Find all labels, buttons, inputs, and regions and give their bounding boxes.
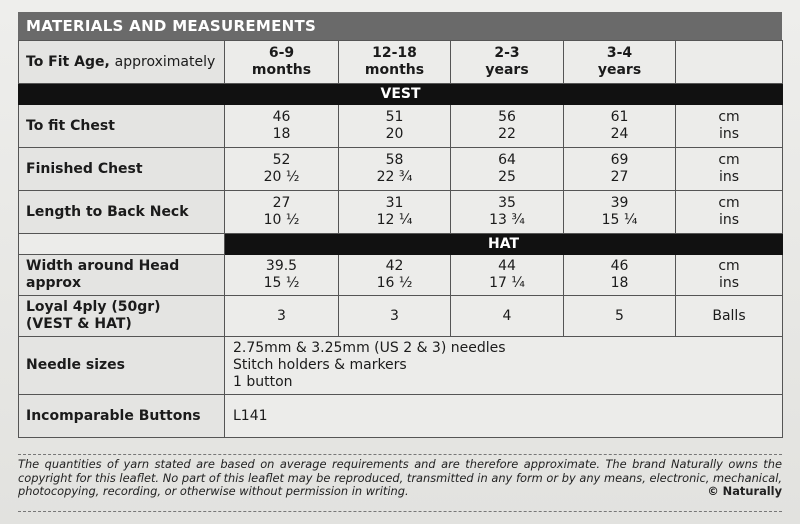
value-cm: 64 <box>498 152 516 168</box>
value-ins: 25 <box>498 169 516 185</box>
age-col-1 <box>225 41 339 84</box>
unit-cm: cm <box>718 195 740 211</box>
value-cm: 27 <box>272 195 291 211</box>
value-cell <box>339 191 451 234</box>
value-cell: 5 <box>564 296 676 337</box>
table-row <box>19 105 783 148</box>
age-range: 6-9 <box>268 45 295 61</box>
unit-ins: ins <box>718 169 740 185</box>
unit-cell <box>676 255 783 296</box>
measurements-table <box>18 40 783 438</box>
copyright-footnote <box>18 458 782 499</box>
value-cell <box>564 191 676 234</box>
age-label-normal: approximately <box>114 53 216 70</box>
unit-cm: cm <box>718 109 740 125</box>
row-label-line: (VEST & HAT) <box>26 316 132 332</box>
age-col-empty <box>676 41 783 84</box>
unit-cm: cm <box>718 258 740 274</box>
value-cm: 42 <box>385 258 404 274</box>
value-cell <box>339 105 451 148</box>
vest-band: VEST <box>19 84 783 105</box>
value-ins: 22 <box>498 126 516 142</box>
value-cell <box>451 105 564 148</box>
value-cell <box>339 255 451 296</box>
needle-line: Stitch holders & markers <box>233 357 407 373</box>
row-label: Needle sizes <box>19 337 225 395</box>
needle-line: 1 button <box>233 374 293 390</box>
value-cell <box>225 148 339 191</box>
value-cm: 44 <box>498 258 516 274</box>
unit-cm: cm <box>718 152 740 168</box>
age-label-bold: To Fit Age, <box>26 53 110 70</box>
divider-top <box>18 454 782 455</box>
value-cell <box>225 105 339 148</box>
unit-cell <box>676 191 783 234</box>
buttons-value: L141 <box>225 395 783 438</box>
unit-cell: Balls <box>676 296 783 337</box>
value-ins: 20 ½ <box>263 169 300 185</box>
value-ins: 17 ¼ <box>489 275 525 291</box>
table-row <box>19 296 783 337</box>
value-cm: 31 <box>385 195 404 211</box>
section-title: MATERIALS AND MEASUREMENTS <box>18 12 782 40</box>
value-cm: 69 <box>610 152 629 168</box>
value-cell <box>451 255 564 296</box>
value-ins: 24 <box>610 126 629 142</box>
value-cell <box>225 255 339 296</box>
value-ins: 18 <box>272 126 291 142</box>
age-label <box>19 41 225 84</box>
value-cm: 61 <box>610 109 629 125</box>
age-col-4 <box>564 41 676 84</box>
unit-ins: ins <box>718 126 740 142</box>
value-ins: 15 ¼ <box>601 212 638 228</box>
row-label: Length to Back Neck <box>19 191 225 234</box>
row-label: Finished Chest <box>19 148 225 191</box>
hat-band-spacer <box>19 234 225 255</box>
needle-details <box>225 337 783 395</box>
hat-band-row <box>19 234 783 255</box>
value-cell <box>564 148 676 191</box>
row-label-line: Loyal 4ply (50gr) <box>26 299 161 315</box>
age-col-2 <box>339 41 451 84</box>
row-label <box>19 255 225 296</box>
table-row <box>19 191 783 234</box>
row-label-line: approx <box>26 275 82 291</box>
hat-band: HAT <box>225 234 783 255</box>
table-row <box>19 337 783 395</box>
unit-ins: ins <box>718 275 740 291</box>
value-cm: 46 <box>610 258 629 274</box>
age-unit: years <box>485 62 529 78</box>
value-cell <box>451 148 564 191</box>
value-cm: 35 <box>498 195 516 211</box>
age-range: 3-4 <box>606 45 633 61</box>
row-label <box>19 296 225 337</box>
value-cm: 46 <box>272 109 291 125</box>
value-cell: 3 <box>339 296 451 337</box>
value-cm: 56 <box>498 109 516 125</box>
value-cell <box>339 148 451 191</box>
value-ins: 10 ½ <box>263 212 300 228</box>
age-range: 12-18 <box>372 45 417 61</box>
age-unit: years <box>597 62 642 78</box>
value-cm: 39 <box>610 195 629 211</box>
age-unit: months <box>364 62 425 78</box>
footnote-text: The quantities of yarn stated are based on average requirements and are therefore approximate. The brand Naturally owns the copyright for this leaflet. No part of this leaflet may be reproduced, transmitted in any form or by any means, electronic, mechanical, photocopying, recording, or otherwise without permission in writing. <box>18 457 782 499</box>
row-label-line: Width around Head <box>26 258 180 274</box>
needle-line: 2.75mm & 3.25mm (US 2 & 3) needles <box>233 340 506 356</box>
unit-ins: ins <box>718 212 740 228</box>
unit-cell <box>676 148 783 191</box>
value-ins: 12 ¼ <box>376 212 413 228</box>
value-cell <box>564 105 676 148</box>
row-label: To fit Chest <box>19 105 225 148</box>
age-range: 2-3 <box>494 45 520 61</box>
value-cell <box>564 255 676 296</box>
value-cm: 39.5 <box>265 258 298 274</box>
value-cm: 52 <box>272 152 291 168</box>
table-row <box>19 255 783 296</box>
value-ins: 18 <box>610 275 629 291</box>
value-ins: 15 ½ <box>263 275 300 291</box>
age-row <box>19 41 783 84</box>
table-row <box>19 148 783 191</box>
value-cm: 51 <box>385 109 404 125</box>
value-cell <box>451 191 564 234</box>
value-ins: 16 ½ <box>376 275 413 291</box>
value-ins: 13 ¾ <box>489 212 525 228</box>
divider-bottom <box>18 511 782 512</box>
value-ins: 20 <box>385 126 404 142</box>
value-cm: 58 <box>385 152 404 168</box>
age-unit: months <box>251 62 312 78</box>
table-row <box>19 395 783 438</box>
age-col-3 <box>451 41 564 84</box>
vest-band-row <box>19 84 783 105</box>
value-cell <box>225 191 339 234</box>
row-label: Incomparable Buttons <box>19 395 225 438</box>
value-cell: 3 <box>225 296 339 337</box>
copyright-mark: © Naturally <box>707 484 782 499</box>
value-ins: 22 ¾ <box>376 169 413 185</box>
value-ins: 27 <box>610 169 629 185</box>
value-cell: 4 <box>451 296 564 337</box>
unit-cell <box>676 105 783 148</box>
